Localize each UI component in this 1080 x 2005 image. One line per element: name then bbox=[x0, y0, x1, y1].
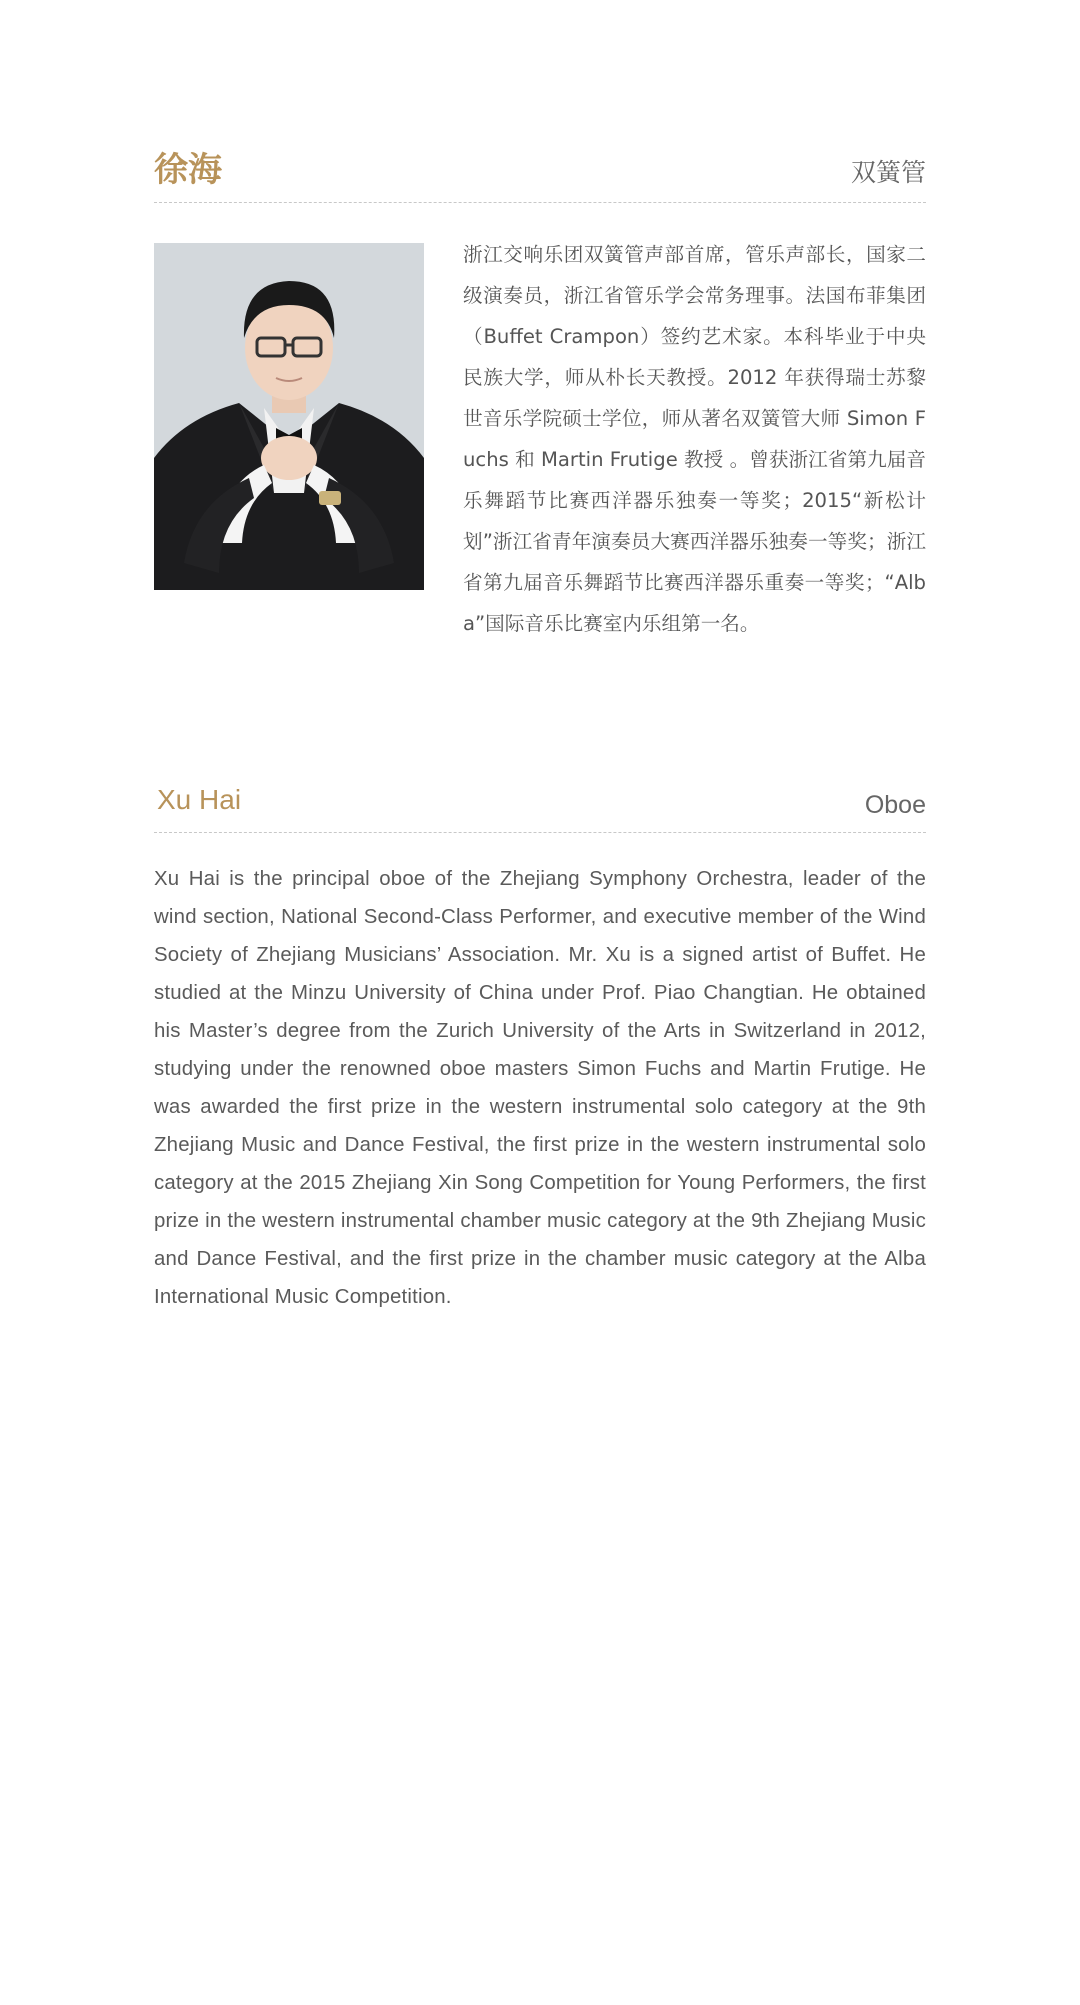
instrument-chinese: 双簧管 bbox=[850, 158, 926, 187]
english-header bbox=[154, 780, 926, 833]
musician-name-chinese: 徐海 bbox=[154, 150, 222, 190]
chinese-header bbox=[154, 150, 926, 203]
bio-english: Xu Hai is the principal oboe of the Zhejiang Symphony Orchestra, leader of the wind section, National Second-Class Performer, and executive member of the Wind Society of Zhejiang Musicians’ Association. Mr. Xu is a signed artist of Buffet. He studied at the Minzu University of China under Prof. Piao Changtian. He obtained his Master’s degree from the Zurich University of the Arts in Switzerland in 2012, studying under the renowned oboe masters Simon Fuchs and Martin Frutige. He was awarded the first prize in the western instrumental solo category at the 9th Zhejiang Music and Dance Festival, the first prize in the western instrumental solo category at the 2015 Zhejiang Xin Song Competition for Young Performers, the first prize in the western instrumental chamber music category at the 9th Zhejiang Music and Dance Festival, and the first prize in the chamber music category at the Alba International Music Competition. bbox=[154, 868, 926, 1308]
musician-name-english: Xu Hai bbox=[157, 784, 242, 815]
bio-chinese: 浙江交响乐团双簧管声部首席，管乐声部长，国家二级演奏员，浙江省管乐学会常务理事。法国布菲集团（Buffet Crampon）签约艺术家。本科毕业于中央民族大学，师从朴长天教授。2012 年获得瑞士苏黎世音乐学院硕士学位，师从著名双簧管大师 Simon Fuchs 和 Martin Frutige 教授 。曾获浙江省第九届音乐舞蹈节比赛西洋器乐独奏一等奖；2015“新松计划”浙江省青年演奏员大赛西洋器乐独奏一等奖；浙江省第九届音乐舞蹈节比赛西洋器乐重奏一等奖；“Alba”国际音乐比赛室内乐组第一名。 bbox=[463, 243, 926, 635]
instrument-english: Oboe bbox=[864, 791, 926, 819]
musician-portrait bbox=[154, 243, 424, 590]
